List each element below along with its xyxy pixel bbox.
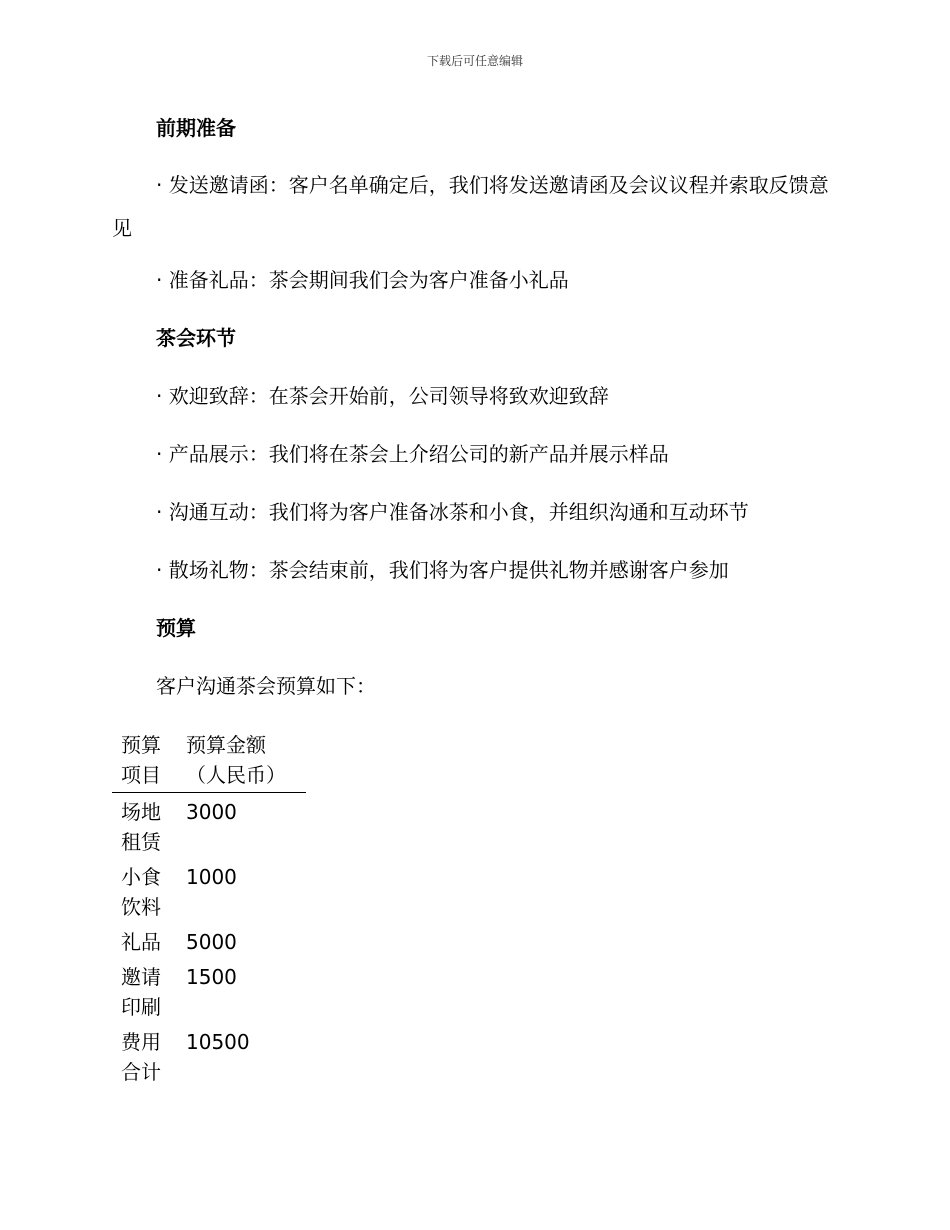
budget-item-cell: 礼品 bbox=[121, 930, 161, 954]
budget-item-cell: 费用合计 bbox=[121, 1030, 161, 1084]
section-heading-budget: 预算 bbox=[156, 616, 196, 640]
budget-amount-cell: 3000 bbox=[186, 800, 237, 824]
budget-item-cell: 场地租赁 bbox=[121, 800, 161, 854]
budget-amount-cell: 1500 bbox=[186, 965, 237, 989]
table-row bbox=[112, 860, 306, 925]
bullet-product-showcase: · 产品展示：我们将在茶会上介绍公司的新产品并展示样品 bbox=[156, 442, 669, 466]
budget-table bbox=[112, 728, 306, 1090]
bullet-prepare-gifts: · 准备礼品：茶会期间我们会为客户准备小礼品 bbox=[156, 268, 569, 292]
document-body bbox=[112, 112, 832, 1090]
table-row bbox=[112, 793, 306, 861]
header-budget-item: 预算项目 bbox=[121, 733, 161, 787]
budget-amount-cell: 1000 bbox=[186, 865, 237, 889]
table-row bbox=[112, 960, 306, 1025]
header-budget-amount: 预算金额（人民币） bbox=[186, 733, 286, 787]
budget-table-header-row bbox=[112, 728, 306, 793]
budget-item-cell: 小食饮料 bbox=[121, 865, 161, 919]
table-row bbox=[112, 1025, 306, 1090]
section-heading-prep: 前期准备 bbox=[156, 116, 236, 140]
bullet-farewell-gift: · 散场礼物：茶会结束前，我们将为客户提供礼物并感谢客户参加 bbox=[156, 558, 729, 582]
bullet-send-invitations: · 发送邀请函：客户名单确定后，我们将发送邀请函及会议议程并索取反馈意见 bbox=[112, 173, 829, 240]
budget-amount-cell: 10500 bbox=[186, 1030, 250, 1054]
table-row bbox=[112, 925, 306, 960]
bullet-welcome-speech: · 欢迎致辞：在茶会开始前，公司领导将致欢迎致辞 bbox=[156, 384, 609, 408]
page-header-note: 下载后可任意编辑 bbox=[426, 54, 523, 68]
budget-amount-cell: 5000 bbox=[186, 930, 237, 954]
bullet-interaction: · 沟通互动：我们将为客户准备冰茶和小食，并组织沟通和互动环节 bbox=[156, 500, 749, 524]
section-heading-session: 茶会环节 bbox=[156, 326, 236, 350]
budget-intro: 客户沟通茶会预算如下： bbox=[156, 674, 376, 698]
budget-item-cell: 邀请印刷 bbox=[121, 965, 161, 1019]
